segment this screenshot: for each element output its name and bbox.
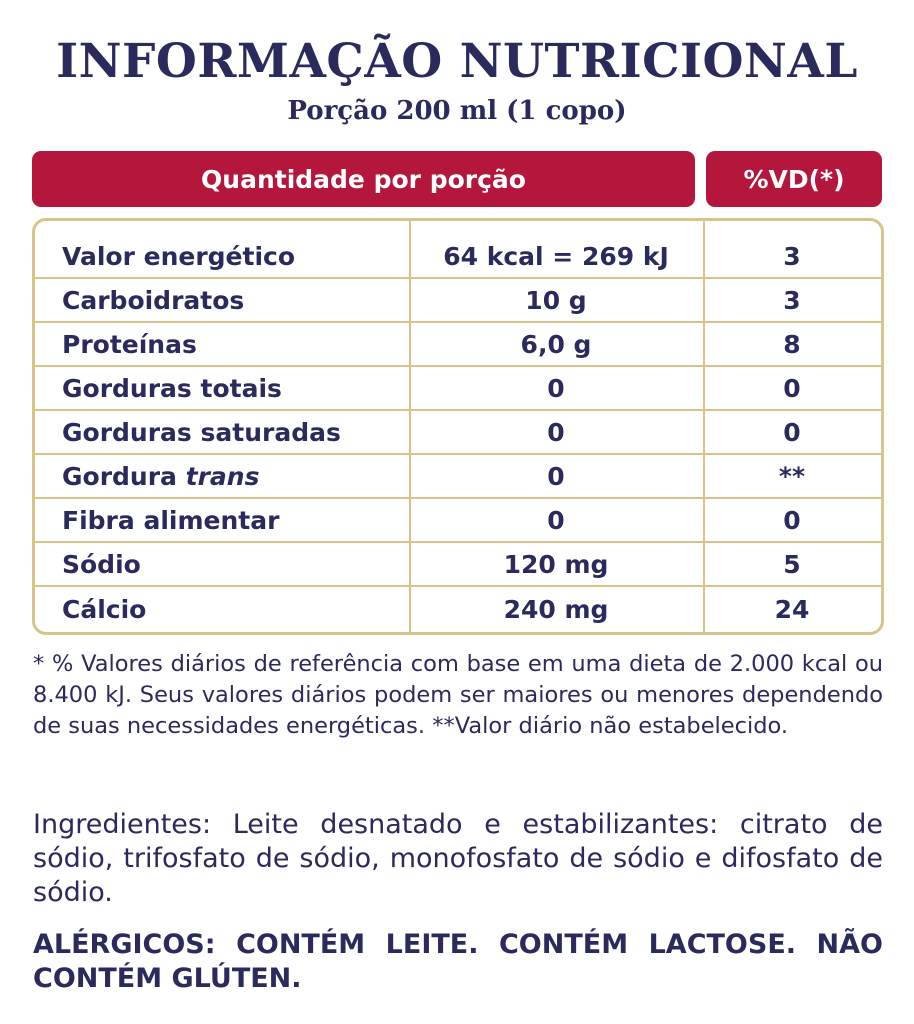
nutrient-amount: 0 bbox=[547, 373, 565, 403]
table-row bbox=[35, 279, 881, 323]
table-row bbox=[35, 235, 881, 279]
nutrient-amount: 120 mg bbox=[503, 549, 609, 579]
nutrient-amount: 0 bbox=[547, 505, 565, 535]
vd-header: %VD(*) bbox=[706, 151, 882, 207]
allergens-text: ALÉRGICOS: CONTÉM LEITE. CONTÉM LACTOSE. NÃO CONTÉM GLÚTEN. bbox=[33, 929, 883, 994]
table-row bbox=[35, 367, 881, 411]
nutrient-amount: 0 bbox=[547, 417, 565, 447]
nutrient-amount: 10 g bbox=[525, 285, 587, 315]
nutrient-amount: 0 bbox=[547, 461, 565, 491]
nutrient-vd: ** bbox=[778, 461, 806, 491]
nutrient-name: Valor energético bbox=[62, 241, 296, 271]
nutrient-vd: 0 bbox=[783, 373, 801, 403]
nutrient-vd: 24 bbox=[774, 594, 810, 624]
nutrient-vd: 0 bbox=[783, 417, 801, 447]
nutrient-name: Fibra alimentar bbox=[62, 505, 280, 535]
nutrient-name: Carboidratos bbox=[62, 285, 245, 315]
nutrient-vd: 3 bbox=[783, 241, 801, 271]
nutrient-amount: 6,0 g bbox=[520, 329, 592, 359]
table-row bbox=[35, 323, 881, 367]
page-title: INFORMAÇÃO NUTRICIONAL bbox=[56, 34, 858, 89]
nutrient-vd: 5 bbox=[783, 549, 801, 579]
nutrient-vd: 8 bbox=[783, 329, 801, 359]
nutrition-table bbox=[32, 218, 884, 635]
nutrient-name: Proteínas bbox=[62, 329, 197, 359]
nutrient-vd: 0 bbox=[783, 505, 801, 535]
table-row bbox=[35, 455, 881, 499]
nutrient-name-italic: trans bbox=[185, 461, 260, 491]
nutrient-amount: 64 kcal = 269 kJ bbox=[443, 241, 669, 271]
nutrient-name-text: Gordura bbox=[62, 461, 177, 491]
nutrient-vd: 3 bbox=[783, 285, 801, 315]
table-row bbox=[35, 411, 881, 455]
nutrient-name: Sódio bbox=[62, 549, 141, 579]
ingredients-text: Ingredientes: Leite desnatado e estabilizantes: citrato de sódio, trifosfato de sódio, monofosfato de sódio e difosfato de sódio. bbox=[33, 809, 883, 908]
nutrient-name: Gorduras saturadas bbox=[62, 417, 341, 447]
nutrient-name: Gorduras totais bbox=[62, 373, 282, 403]
nutrient-amount: 240 mg bbox=[503, 594, 609, 624]
daily-value-footnote: * % Valores diários de referência com base em uma dieta de 2.000 kcal ou 8.400 kJ. Seus valores diários podem ser maiores ou menores dependendo de suas necessidades energéticas. **Valor diário não estabelecido. bbox=[33, 651, 883, 739]
quantity-header: Quantidade por porção bbox=[32, 151, 695, 207]
serving-size: Porção 200 ml (1 copo) bbox=[287, 96, 627, 126]
table-row bbox=[35, 499, 881, 543]
table-row bbox=[35, 587, 881, 631]
table-row bbox=[35, 543, 881, 587]
nutrient-name bbox=[62, 462, 259, 491]
nutrient-name: Cálcio bbox=[62, 594, 147, 624]
